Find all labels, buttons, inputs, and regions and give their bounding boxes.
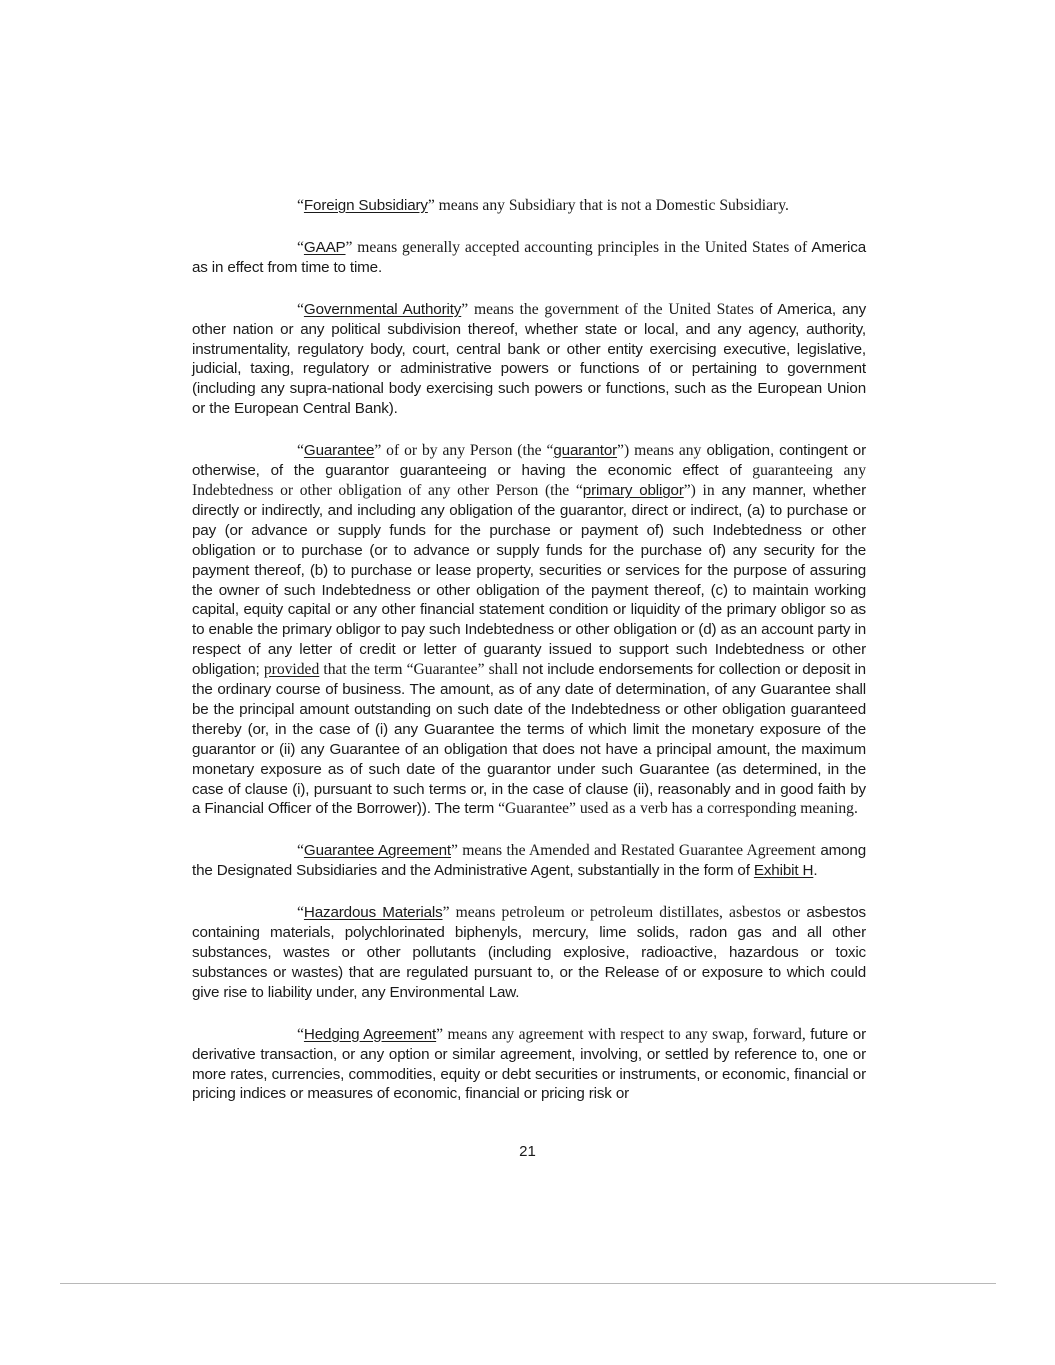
defined-term: Guarantee — [303, 442, 375, 460]
open-quote: “ — [297, 442, 304, 460]
defined-term: Hazardous Materials — [303, 904, 443, 922]
definition-foreign-subsidiary — [192, 196, 866, 216]
close-quote: ” — [427, 197, 435, 214]
definition-hedging-agreement — [192, 1025, 866, 1105]
defined-term-primary-obligor: primary obligor — [582, 481, 684, 499]
definition-text: any manner, whether directly or indirectly, and including any obligation of the guarantor, direct or indirect, (a) to purchase or pay (or advance or supply funds for the purchase or payment of) such Indebtedness or other obligation or to purchase (or to advance or supply funds for the purchase of) any security for the payment thereof, (b) to purchase or lease property, securities or services for the purpose of assuring the owner of such Indebtedness or other obligation of the payment thereof, (c) to maintain working capital, equity capital or any other financial statement condition or liquidity of the primary obligor so as to enable the primary obligor to pay such Indebtedness or other obligation or (d) as an account party in respect of any letter of credit or letter of guaranty issued to support such Indebtedness or other obligation; — [192, 481, 866, 679]
definition-text: means generally accepted accounting principles in the United States of — [352, 238, 808, 256]
definition-hazardous-materials — [192, 903, 866, 1003]
open-quote: “ — [297, 197, 304, 214]
open-quote: “ — [297, 238, 304, 256]
definition-text: that the term “Guarantee” shall — [319, 661, 519, 679]
definition-text: means the Amended and Restated Guarantee Agreement — [457, 842, 816, 860]
definition-text: America as in effect from time to time. — [192, 238, 866, 276]
definition-text: means any agreement with respect to any swap, forward, — [443, 1025, 806, 1043]
definition-text: of or by any Person (the “ — [381, 442, 554, 460]
definition-text: guaranteeing any Indebtedness or other obligation of any other Person (the “ — [192, 462, 867, 499]
open-quote: “ — [297, 1025, 304, 1043]
defined-term: Governmental Authority — [303, 300, 462, 318]
definition-text: among the Designated Subsidiaries and the Administrative Agent, substantially in the form of — [192, 842, 867, 880]
defined-term: Guarantee Agreement — [303, 842, 451, 860]
open-quote: “ — [297, 904, 304, 922]
defined-term: Hedging Agreement — [303, 1025, 437, 1043]
close-quote: ” — [450, 842, 458, 860]
close-quote: ” — [374, 442, 382, 460]
open-quote: “ — [297, 842, 304, 860]
definition-text: “Guarantee” used as a verb has a corresponding meaning. — [494, 800, 858, 818]
definition-text: not include endorsements for collection or deposit in the ordinary course of business. The amount, as of any date of determination, of any Guarantee shall be the principal amount outstanding on such date of the Indebtedness or other obligation guaranteed thereby (or, in the case of (i) any Guarantee the terms of which limit the monetary exposure of the guarantor or (ii) any Guarantee of an obligation that does not have a principal amount, the maximum monetary exposure as of such date of the guarantor under such Guarantee (as determined, in the case of clause (i), pursuant to such terms or, in the case of clause (ii), reasonably and in good faith by a Financial Officer of the Borrower)). The term — [192, 661, 866, 818]
close-quote: ” — [345, 238, 353, 256]
provided-term: provided — [263, 661, 320, 679]
definition-text: means the government of the United States — [468, 300, 754, 318]
defined-term-guarantor: guarantor — [553, 442, 618, 460]
definition-text: obligation, contingent or otherwise, of the guarantor guaranteeing or having the economic effect of — [192, 442, 867, 480]
definition-gaap — [192, 238, 866, 278]
definition-text: ”) means any — [617, 442, 702, 460]
definition-text: ”) in — [683, 481, 715, 499]
close-quote: ” — [442, 904, 450, 922]
page-number: 21 — [519, 1143, 536, 1160]
definition-guarantee — [192, 441, 866, 819]
close-quote: ” — [461, 300, 469, 318]
page-divider — [60, 1283, 996, 1284]
definition-text: of America, any other nation or any political subdivision thereof, whether state or local, and any agency, authority, instrumentality, regulatory body, court, central bank or other entity exercising executive, legislative, judicial, taxing, regulatory or administrative powers or functions of or pertaining to government (including any supra-national body exercising such powers or functions, such as the European Union or the European Central Bank). — [192, 300, 867, 418]
definition-text: means any Subsidiary that is not a Domestic Subsidiary. — [434, 197, 789, 214]
definition-governmental-authority — [192, 300, 866, 419]
definition-text: . — [813, 862, 818, 880]
exhibit-h-reference: Exhibit H — [753, 862, 814, 880]
open-quote: “ — [297, 300, 304, 318]
close-quote: ” — [436, 1025, 444, 1043]
definition-text: means petroleum or petroleum distillates, asbestos or — [449, 904, 801, 922]
definition-guarantee-agreement — [192, 841, 866, 881]
defined-term: Foreign Subsidiary — [303, 197, 428, 214]
defined-term: GAAP — [303, 238, 346, 256]
definition-text: asbestos containing materials, polychlorinated biphenyls, mercury, lime solids, radon gas and all other substances, wastes or other pollutants (including explosive, radioactive, hazardous or toxic substances or wastes) that are regulated pursuant to, or the Release of or exposure to which could give rise to liability under, any Environmental Law. — [192, 904, 866, 1001]
definition-text: future or derivative transaction, or any option or similar agreement, involving, or settled by reference to, one or more rates, currencies, commodities, equity or debt securities or instruments, or economic, financial or pricing indices or measures of economic, financial or pricing risk or — [192, 1025, 867, 1103]
definitions-section — [192, 196, 866, 1126]
